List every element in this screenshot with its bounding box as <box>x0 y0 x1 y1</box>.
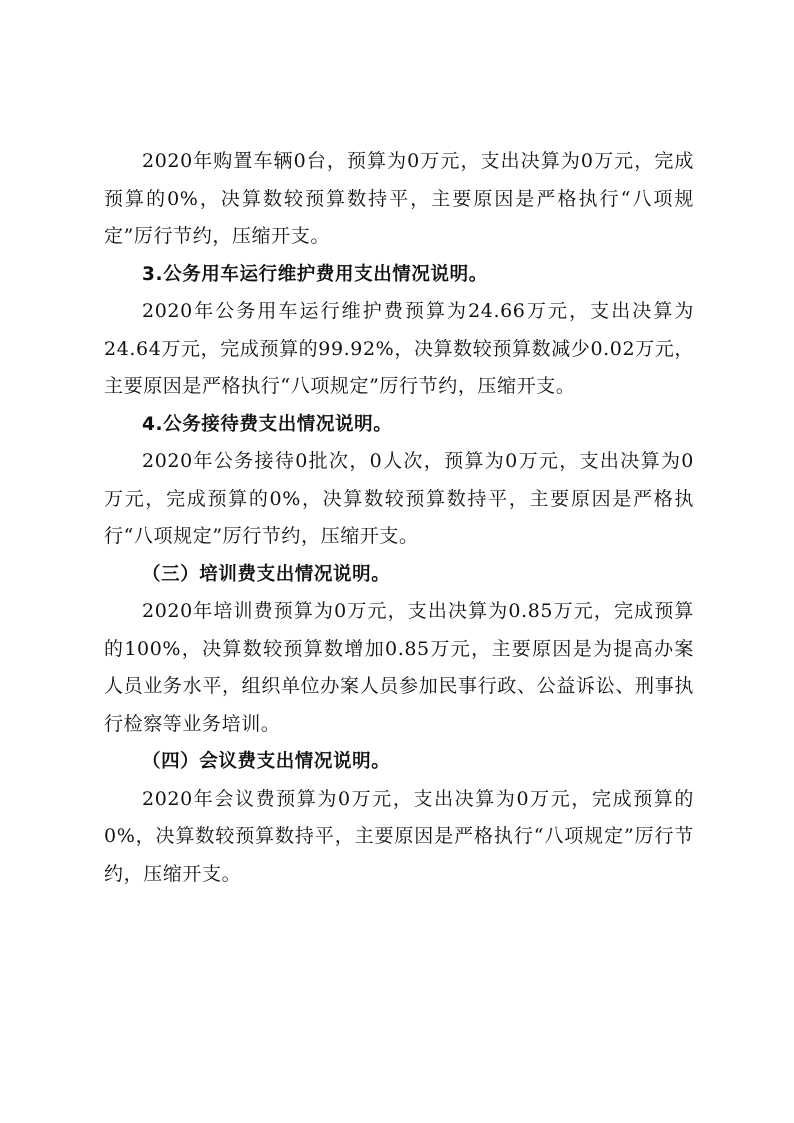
document-page <box>104 143 694 893</box>
paragraph-training-expense: 2020年培训费预算为0万元，支出决算为0.85万元，完成预算的100%，决算数较预算数增加0.85万元，主要原因是为提高办案人员业务水平，组织单位办案人员参加民事行政、公益诉讼、刑事执行检察等业务培训。 <box>104 600 694 735</box>
heading-training-expense: （三）培训费支出情况说明。 <box>142 563 391 585</box>
heading-meeting-expense: （四）会议费支出情况说明。 <box>142 751 391 772</box>
heading-vehicle-maintenance: 3.公务用车运行维护费用支出情况说明。 <box>142 263 488 285</box>
paragraph-official-reception: 2020年公务接待0批次，0人次，预算为0万元，支出决算为0万元，完成预算的0%，决算数较预算数持平，主要原因是严格执行“八项规定”厉行节约，压缩开支。 <box>104 450 694 547</box>
paragraph-vehicle-maintenance: 2020年公务用车运行维护费预算为24.66万元，支出决算为24.64万元，完成预算的99.92%，决算数较预算数减少0.02万元，主要原因是严格执行“八项规定”厉行节约，压缩开支。 <box>104 300 694 397</box>
paragraph-meeting-expense: 2020年会议费预算为0万元，支出决算为0万元，完成预算的0%，决算数较预算数持平，主要原因是严格执行“八项规定”厉行节约，压缩开支。 <box>104 787 694 885</box>
paragraph-vehicle-purchase: 2020年购置车辆0台，预算为0万元，支出决算为0万元，完成预算的0%，决算数较预算数持平，主要原因是严格执行“八项规定”厉行节约，压缩开支。 <box>104 150 694 247</box>
heading-official-reception: 4.公务接待费支出情况说明。 <box>142 413 393 435</box>
